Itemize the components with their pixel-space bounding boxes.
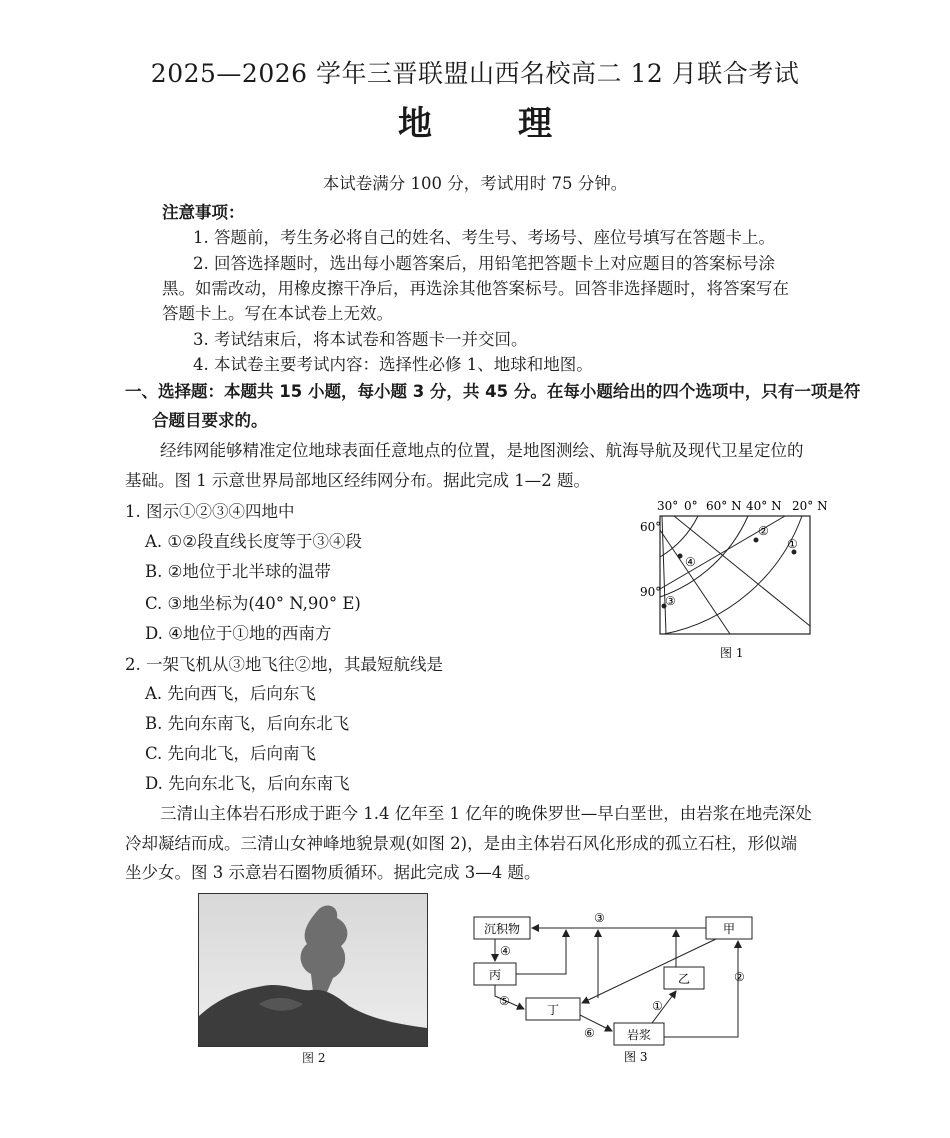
figure-3-rock-cycle — [466, 905, 756, 1065]
q2-stem: 2. 一架飞机从③地飞往②地，其最短航线是 — [125, 655, 443, 674]
graticule-frame — [660, 516, 810, 634]
subject-text: 地理 — [398, 104, 638, 144]
box-magma-label: 岩浆 — [626, 1028, 652, 1042]
point-1-label: ① — [787, 537, 798, 551]
arrow-label-1: ① — [652, 999, 663, 1013]
section-1-line-1: 一、选择题：本题共 15 小题，每小题 3 分，共 45 分。在每小题给出的四个选项中，只有一项是符 — [125, 382, 861, 401]
label-60n: 60° N — [706, 499, 742, 513]
passage-1-line-2: 基础。图 1 示意世界局部地区经纬网分布。据此完成 1—2 题。 — [125, 471, 590, 490]
box-jia-label: 甲 — [722, 922, 736, 936]
box-sediment-label: 沉积物 — [483, 922, 521, 936]
notice-item-2-line-1: 2. 回答选择题时，选出每小题答案后，用铅笔把答题卡上对应题目的答案标号涂 — [193, 254, 775, 273]
passage-1-line-1: 经纬网能够精准定位地球表面任意地点的位置，是地图测绘、航海导航及现代卫星定位的 — [160, 441, 804, 460]
q2-option-a: A. 先向西飞，后向东飞 — [145, 684, 316, 703]
point-3-label: ③ — [665, 594, 676, 608]
q2-option-c: C. 先向北飞，后向南飞 — [145, 744, 317, 763]
meridian-0 — [674, 516, 810, 626]
figure-2-photo — [198, 893, 428, 1047]
point-2-label: ② — [758, 524, 769, 538]
exam-info: 本试卷满分 100 分，考试用时 75 分钟。 — [322, 174, 628, 193]
arrow-label-2: ② — [734, 970, 745, 984]
label-0: 0° — [684, 499, 698, 513]
notice-item-4: 4. 本试卷主要考试内容：选择性必修 1、地球和地图。 — [193, 355, 593, 374]
passage-2-line-2: 冷却凝结而成。三清山女神峰地貌景观(如图 2)，是由主体岩石风化形成的孤立石柱，形似端 — [125, 834, 798, 853]
figure-3-caption: 图 3 — [624, 1050, 648, 1064]
arrow-label-6: ⑥ — [584, 1026, 595, 1040]
arrow-label-5: ⑤ — [499, 994, 510, 1008]
q2-option-d: D. 先向东北飞，后向东南飞 — [145, 774, 350, 793]
label-20n: 20° N — [792, 499, 828, 513]
arrow-label-3: ③ — [594, 911, 605, 925]
figure-1-caption: 图 1 — [720, 646, 744, 660]
goddess-peak-image — [199, 894, 427, 1046]
meridian-30 — [660, 530, 730, 634]
passage-2-line-1: 三清山主体岩石形成于距今 1.4 亿年至 1 亿年的晚侏罗世—早白垩世，由岩浆在地壳深处 — [160, 804, 812, 823]
point-2-dot — [754, 538, 759, 543]
notice-item-1: 1. 答题前，考生务必将自己的姓名、考生号、考场号、座位号填写在答题卡上。 — [193, 228, 775, 247]
point-4-label: ④ — [685, 555, 696, 569]
figure-2-caption: 图 2 — [302, 1051, 326, 1065]
label-left-60: 60° — [640, 520, 662, 534]
q1-option-d: D. ④地位于①地的西南方 — [145, 624, 332, 643]
q1-option-c: C. ③地坐标为(40° N,90° E) — [145, 594, 361, 613]
figure-1-graticule — [630, 494, 840, 666]
notice-heading: 注意事项： — [162, 203, 245, 222]
notice-item-2-line-2: 黑。如需改动，用橡皮擦干净后，再选涂其他答案标号。回答非选择题时，将答案写在 — [162, 279, 789, 298]
label-left-90: 90° — [640, 585, 662, 599]
q2-option-b: B. 先向东南飞，后向东北飞 — [145, 714, 350, 733]
label-40n: 40° N — [746, 499, 782, 513]
subject-title — [0, 96, 950, 145]
box-yi-label: 乙 — [677, 972, 691, 986]
box-bing-label: 丙 — [488, 968, 502, 982]
q1-stem: 1. 图示①②③④四地中 — [125, 502, 295, 521]
notice-item-3: 3. 考试结束后，将本试卷和答题卡一并交回。 — [193, 330, 528, 349]
q1-option-a: A. ①②段直线长度等于③④段 — [145, 532, 362, 551]
passage-2-line-3: 坐少女。图 3 示意岩石圈物质循环。据此完成 3—4 题。 — [125, 863, 541, 882]
parallel-60n — [660, 516, 698, 557]
point-4-dot — [678, 554, 683, 559]
notice-item-2-line-3: 答题卡上。写在本试卷上无效。 — [162, 304, 393, 323]
box-ding-label: 丁 — [546, 1003, 560, 1017]
arrow-label-4: ④ — [500, 944, 511, 958]
q1-option-b: B. ②地位于北半球的温带 — [145, 562, 331, 581]
section-1-line-2: 合题目要求的。 — [152, 411, 268, 430]
parallel-40n — [660, 516, 748, 597]
label-30: 30° — [657, 499, 679, 513]
exam-title: 2025—2026 学年三晋联盟山西名校高二 12 月联合考试 — [150, 59, 800, 88]
